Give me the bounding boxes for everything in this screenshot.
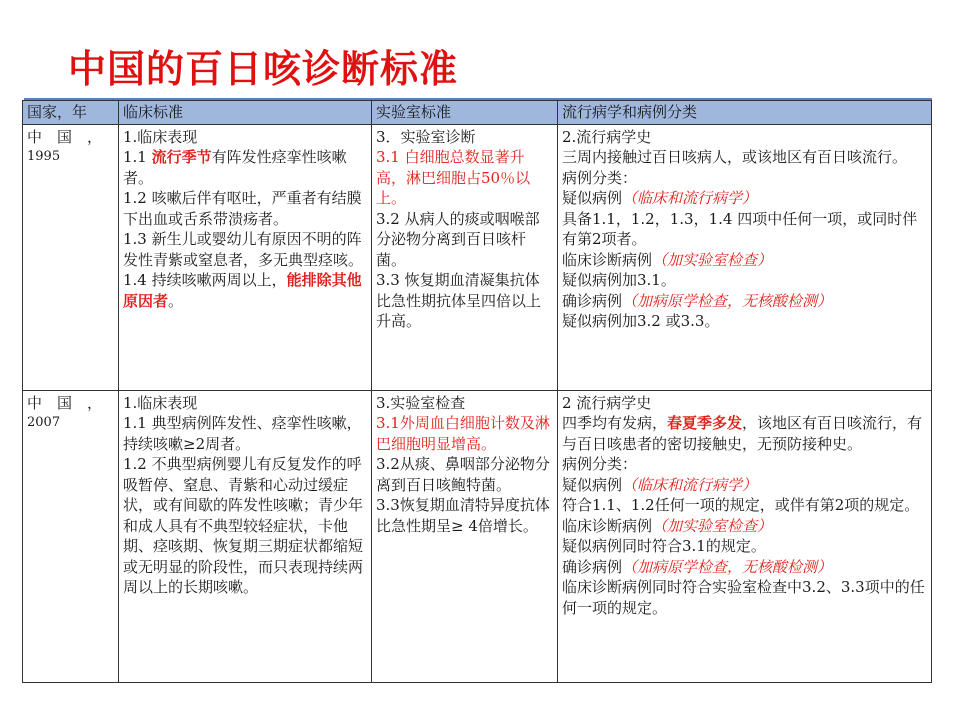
header-laboratory: 实验室标准 xyxy=(372,101,558,125)
header-country-year: 国家，年 xyxy=(23,101,119,125)
clinical-item-1-1-prefix: 1.1 xyxy=(123,148,152,166)
suspected-case-note: （临床和流行病学） xyxy=(622,189,758,207)
table-row-1995 xyxy=(23,124,932,390)
lab-item-3-3: 3.3 恢复期血清凝集抗体比急性期抗体呈四倍以上升高。 xyxy=(376,271,542,330)
clinical-item-1-4-end: 。 xyxy=(168,291,184,310)
year-label: 1995 xyxy=(27,149,61,164)
cell-clinical-1995 xyxy=(119,124,372,390)
suspected-case-label: 疑似病例 xyxy=(562,189,623,207)
page-title: 中国的百日咳诊断标准 xyxy=(68,47,459,91)
clinical-item-1-2: 1.2 咳嗽后伴有呕吐，严重者有结膜下出血或舌系带溃疡者。 xyxy=(123,189,362,228)
clinical-item-1-4 xyxy=(123,270,367,311)
clinical-case-label: 临床诊断病例 xyxy=(562,250,653,269)
confirmed-case-line xyxy=(562,291,927,312)
header-clinical: 临床标准 xyxy=(119,101,372,125)
confirmed-case-label: 确诊病例 xyxy=(562,557,623,576)
clinical-case-line xyxy=(562,516,927,537)
clinical-item-1-1-text: 有阵发性痉挛性咳嗽者。 xyxy=(123,148,347,187)
diagnosis-standards-table xyxy=(22,100,932,683)
cell-country-1995 xyxy=(23,124,119,390)
clinical-case-note: （加实验室检查） xyxy=(652,516,773,535)
country-label: 中 国 ， xyxy=(27,393,103,412)
clinical-item-1-2: 1.2 不典型病例婴儿有反复发作的呼吸暂停、窒息、青紫和心动过缓症状，或有间歇的阵发性咳嗽；青少年和成人具有不典型较轻症状，卡他期、痉咳期、恢复期三期症状都缩短或无明显的阶段性，而只表现持续两周以上的长期咳嗽。 xyxy=(123,455,364,596)
epi-history-prefix: 四季均有发病， xyxy=(562,414,668,432)
confirmed-case-label: 确诊病例 xyxy=(562,291,623,310)
case-classification-label: 病例分类： xyxy=(562,168,638,187)
cell-lab-1995 xyxy=(372,124,558,390)
cell-lab-2007 xyxy=(372,390,558,682)
country-label: 中 国 ， xyxy=(27,127,103,146)
clinical-heading: 1.临床表现 xyxy=(123,393,198,412)
epi-history-text: 三周内接触过百日咳病人，或该地区有百日咳流行。 xyxy=(562,148,908,166)
lab-item-3-1: 3.1 白细胞总数显著升高，淋巴细胞占50％以上。 xyxy=(376,148,531,207)
lab-item-3-2: 3.2从痰、鼻咽部分泌物分离到百日咳鲍特菌。 xyxy=(376,455,550,494)
suspected-case-criteria: 符合1.1、1.2任何一项的规定，或伴有第2项的规定。 xyxy=(562,496,920,514)
header-epidemiology: 流行病学和病例分类 xyxy=(558,101,932,125)
lab-heading: 3.实验室检查 xyxy=(376,393,466,412)
suspected-case-line xyxy=(562,475,927,496)
clinical-item-1-1 xyxy=(123,147,367,188)
highlight-exclude-other-causes: 能排除其他原因者 xyxy=(123,271,362,310)
cell-epi-2007 xyxy=(558,390,932,682)
clinical-case-note: （加实验室检查） xyxy=(652,250,773,269)
epi-history-rest: ，该地区有百日咳流行，有与百日咳患者的密切接触史，无预防接种史。 xyxy=(562,414,923,453)
confirmed-case-criteria: 疑似病例加3.2 或3.3。 xyxy=(562,312,720,330)
cell-country-2007 xyxy=(23,390,119,682)
clinical-case-line xyxy=(562,250,927,271)
suspected-case-note: （临床和流行病学） xyxy=(622,475,758,494)
clinical-case-criteria: 疑似病例加3.1。 xyxy=(562,271,676,289)
highlight-epidemic-season: 流行季节 xyxy=(151,148,212,166)
table-header-row xyxy=(23,101,932,125)
cell-epi-1995 xyxy=(558,124,932,390)
lab-item-3-3: 3.3恢复期血清特异度抗体比急性期呈≥ 4倍增长。 xyxy=(376,496,550,535)
clinical-case-label: 临床诊断病例 xyxy=(562,516,653,535)
suspected-case-criteria: 具备1.1，1.2，1.3，1.4 四项中任何一项，或同时伴有第2项者。 xyxy=(562,209,918,248)
clinical-item-1-4-text: 1.4 持续咳嗽两周以上， xyxy=(123,271,287,289)
clinical-case-criteria: 疑似病例同时符合3.1的规定。 xyxy=(562,537,766,555)
epi-heading: 2 流行病学史 xyxy=(562,393,652,412)
suspected-case-label: 疑似病例 xyxy=(562,475,623,494)
clinical-heading: 1.临床表现 xyxy=(123,127,198,146)
cell-clinical-2007 xyxy=(119,390,372,682)
confirmed-case-note: （加病原学检查，无核酸检测） xyxy=(622,557,833,576)
confirmed-case-line xyxy=(562,557,927,578)
epi-history-text xyxy=(562,413,927,454)
lab-heading: 3．实验室诊断 xyxy=(376,127,476,146)
clinical-item-1-1: 1.1 典型病例阵发性、痉挛性咳嗽，持续咳嗽≥2周者。 xyxy=(123,414,362,453)
highlight-spring-summer: 春夏季多发 xyxy=(667,414,743,432)
epi-heading: 2.流行病学史 xyxy=(562,127,652,146)
table-row-2007 xyxy=(23,390,932,682)
confirmed-case-note: （加病原学检查，无核酸检测） xyxy=(622,291,833,310)
lab-item-3-2: 3.2 从病人的痰或咽喉部分泌物分离到百日咳杆菌。 xyxy=(376,209,540,269)
clinical-item-1-3: 1.3 新生儿或婴幼儿有原因不明的阵发性青紫或窒息者，多无典型痉咳。 xyxy=(123,230,364,269)
confirmed-case-criteria: 临床诊断病例同时符合实验室检查中3.2、3.3项中的任何一项的规定。 xyxy=(562,578,925,617)
case-classification-label: 病例分类： xyxy=(562,455,638,473)
year-label: 2007 xyxy=(27,415,61,430)
suspected-case-line xyxy=(562,188,927,209)
lab-item-3-1: 3.1外周血白细胞计数及淋巴细胞明显增高。 xyxy=(376,414,550,453)
